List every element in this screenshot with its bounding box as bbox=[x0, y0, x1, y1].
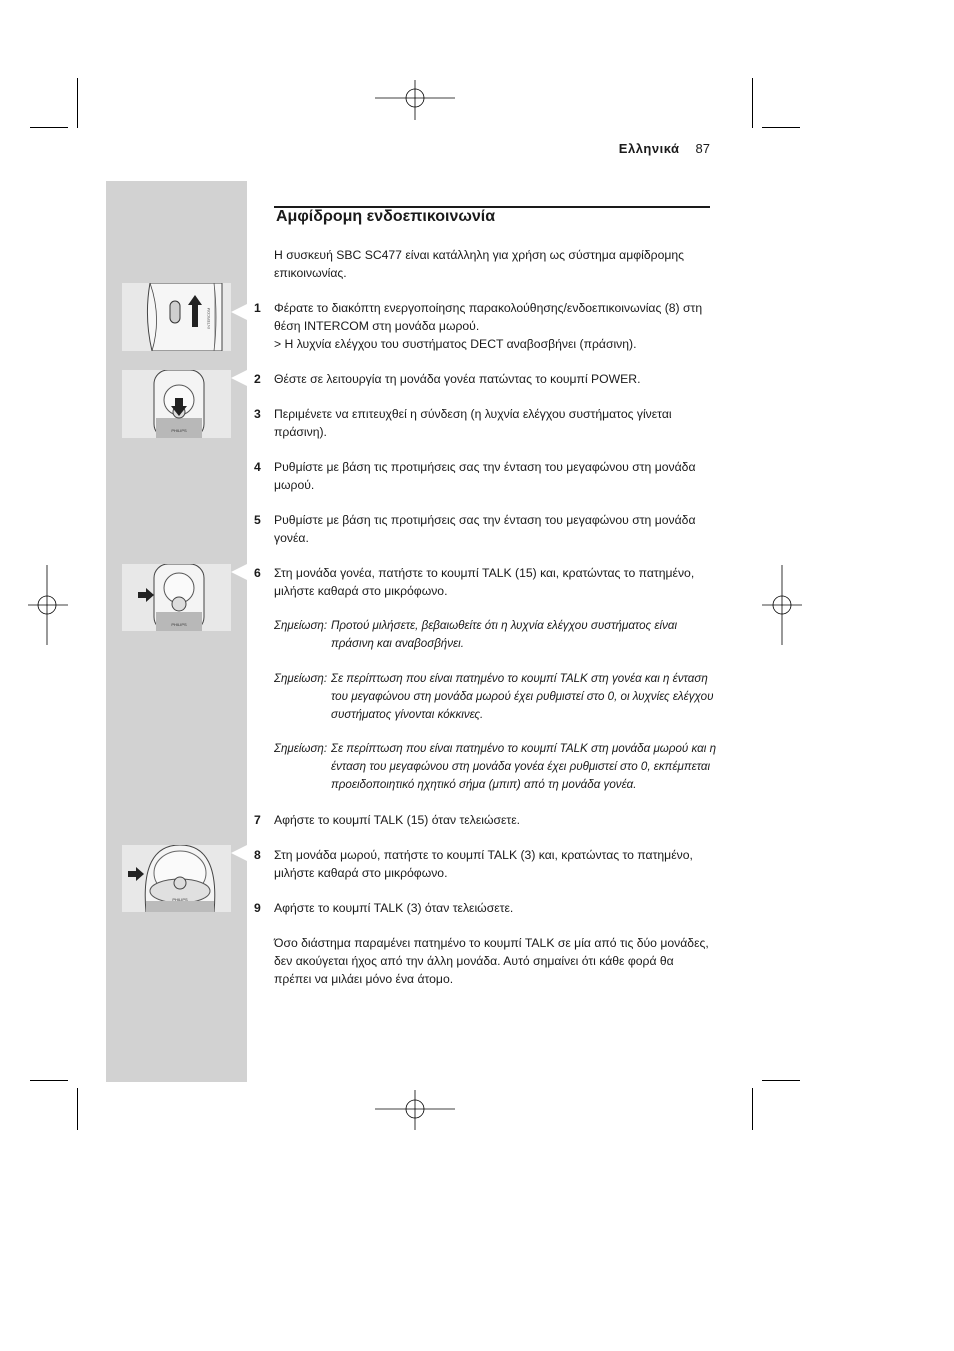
page-number: 87 bbox=[695, 141, 710, 156]
step-number: 2 bbox=[254, 372, 261, 386]
crop-mark bbox=[762, 127, 800, 128]
crop-mark bbox=[77, 78, 78, 128]
crop-mark bbox=[762, 1080, 800, 1081]
step-number: 5 bbox=[254, 513, 261, 527]
registration-mark-icon bbox=[375, 1090, 455, 1130]
step-text: Αφήστε το κουμπί TALK (3) όταν τελειώσετε. bbox=[274, 901, 514, 915]
step-number: 8 bbox=[254, 848, 261, 862]
pointer-triangle bbox=[231, 845, 247, 861]
step-text: Αφήστε το κουμπί TALK (15) όταν τελειώσετε. bbox=[274, 813, 521, 827]
step-text: Στη μονάδα μωρού, πατήστε το κουμπί TALK (3) και, κρατώντας το πατημένο, μιλήστε καθαρά στο μικρόφωνο. bbox=[274, 848, 693, 880]
baby-unit-talk-illustration bbox=[122, 845, 231, 912]
brand-label: PHILIPS bbox=[171, 428, 187, 433]
step-1-text: Φέρατε το διακόπτη ενεργοποίησης παρακολούθησης/ενδοεπικοινωνίας (8) στη θέση INTERCOM στη μονάδα μωρού. bbox=[274, 301, 703, 333]
parent-unit-power-illustration bbox=[122, 370, 231, 438]
step-text: Ρυθμίστε με βάση τις προτιμήσεις σας την ένταση του μεγαφώνου στη μονάδα γονέα. bbox=[274, 513, 696, 545]
registration-mark-icon bbox=[28, 565, 68, 645]
step-text: Στη μονάδα γονέα, πατήστε το κουμπί TALK (15) και, κρατώντας το πατημένο, μιλήστε καθαρά στο μικρόφωνο. bbox=[274, 566, 695, 598]
note-label: Σημείωση: bbox=[274, 672, 328, 685]
pointer-triangle bbox=[231, 564, 247, 580]
note bbox=[274, 617, 719, 653]
closing-paragraph: Όσο διάστημα παραμένει πατημένο το κουμπί TALK σε μία από τις δύο μονάδες, δεν ακούγεται ήχος από την άλλη μονάδα. Αυτό σημαίνει ότι κάθε φορά θα πρέπει να μιλάει μόνο ένα άτομο. bbox=[274, 936, 709, 986]
step-number: 9 bbox=[254, 901, 261, 915]
step-text: Περιμένετε να επιτευχθεί η σύνδεση (η λυχνία ελέγχου συστήματος γίνεται πράσινη). bbox=[274, 407, 672, 439]
step-text bbox=[274, 299, 714, 353]
step-1-result: > Η λυχνία ελέγχου του συστήματος DECT αναβοσβήνει (πράσινη). bbox=[274, 337, 637, 351]
step-number: 1 bbox=[254, 301, 261, 315]
note bbox=[274, 670, 719, 724]
page-header bbox=[560, 141, 710, 156]
pointer-triangle bbox=[231, 304, 247, 320]
crop-mark bbox=[30, 1080, 68, 1081]
registration-mark-icon bbox=[375, 80, 455, 120]
registration-mark-icon bbox=[762, 565, 802, 645]
parent-unit-talk-illustration bbox=[122, 564, 231, 631]
step-number: 6 bbox=[254, 566, 261, 580]
note-text: Σε περίπτωση που είναι πατημένο το κουμπί TALK στη μονάδα μωρού και η ένταση του μεγαφώνου στη μονάδα γονέα έχει ρυθμιστεί στο 0, εκπέμπεται προειδοποιητικό ηχητικό σήμα (μπιπ) από τη μονάδα γονέα. bbox=[331, 742, 717, 791]
crop-mark bbox=[77, 1088, 78, 1130]
brand-label: PHILIPS bbox=[171, 622, 187, 627]
pointer-triangle bbox=[231, 370, 247, 386]
crop-mark bbox=[752, 1088, 753, 1130]
intro-paragraph: Η συσκευή SBC SC477 είναι κατάλληλη για χρήση ως σύστημα αμφίδρομης επικοινωνίας. bbox=[274, 248, 685, 280]
baby-unit-switch-illustration bbox=[122, 283, 231, 351]
crop-mark bbox=[752, 78, 753, 128]
note bbox=[274, 740, 719, 794]
note-text: Σε περίπτωση που είναι πατημένο το κουμπί TALK στη γονέα και η ένταση του μεγαφώνου στη μονάδα μωρού έχει ρυθμιστεί στο 0, οι λυχνίες ελέγχου συστήματος γίνονται κόκκινες. bbox=[331, 672, 714, 721]
brand-label: PHILIPS bbox=[172, 897, 188, 902]
step-text: Θέστε σε λειτουργία τη μονάδα γονέα πατώντας το κουμπί POWER. bbox=[274, 372, 641, 386]
step-number: 7 bbox=[254, 813, 261, 827]
step-number: 3 bbox=[254, 407, 261, 421]
intercom-label: INTERCOM bbox=[206, 307, 211, 329]
language-label: Ελληνικά bbox=[618, 141, 680, 156]
step-number: 4 bbox=[254, 460, 261, 474]
note-text: Προτού μιλήσετε, βεβαιωθείτε ότι η λυχνία ελέγχου συστήματος είναι πράσινη και αναβοσβήνει. bbox=[331, 619, 678, 650]
section-title: Αμφίδρομη ενδοεπικοινωνία bbox=[276, 208, 496, 225]
note-label: Σημείωση: bbox=[274, 742, 328, 755]
crop-mark bbox=[30, 127, 68, 128]
note-label: Σημείωση: bbox=[274, 619, 328, 632]
step-text: Ρυθμίστε με βάση τις προτιμήσεις σας την ένταση του μεγαφώνου στη μονάδα μωρού. bbox=[274, 460, 696, 492]
